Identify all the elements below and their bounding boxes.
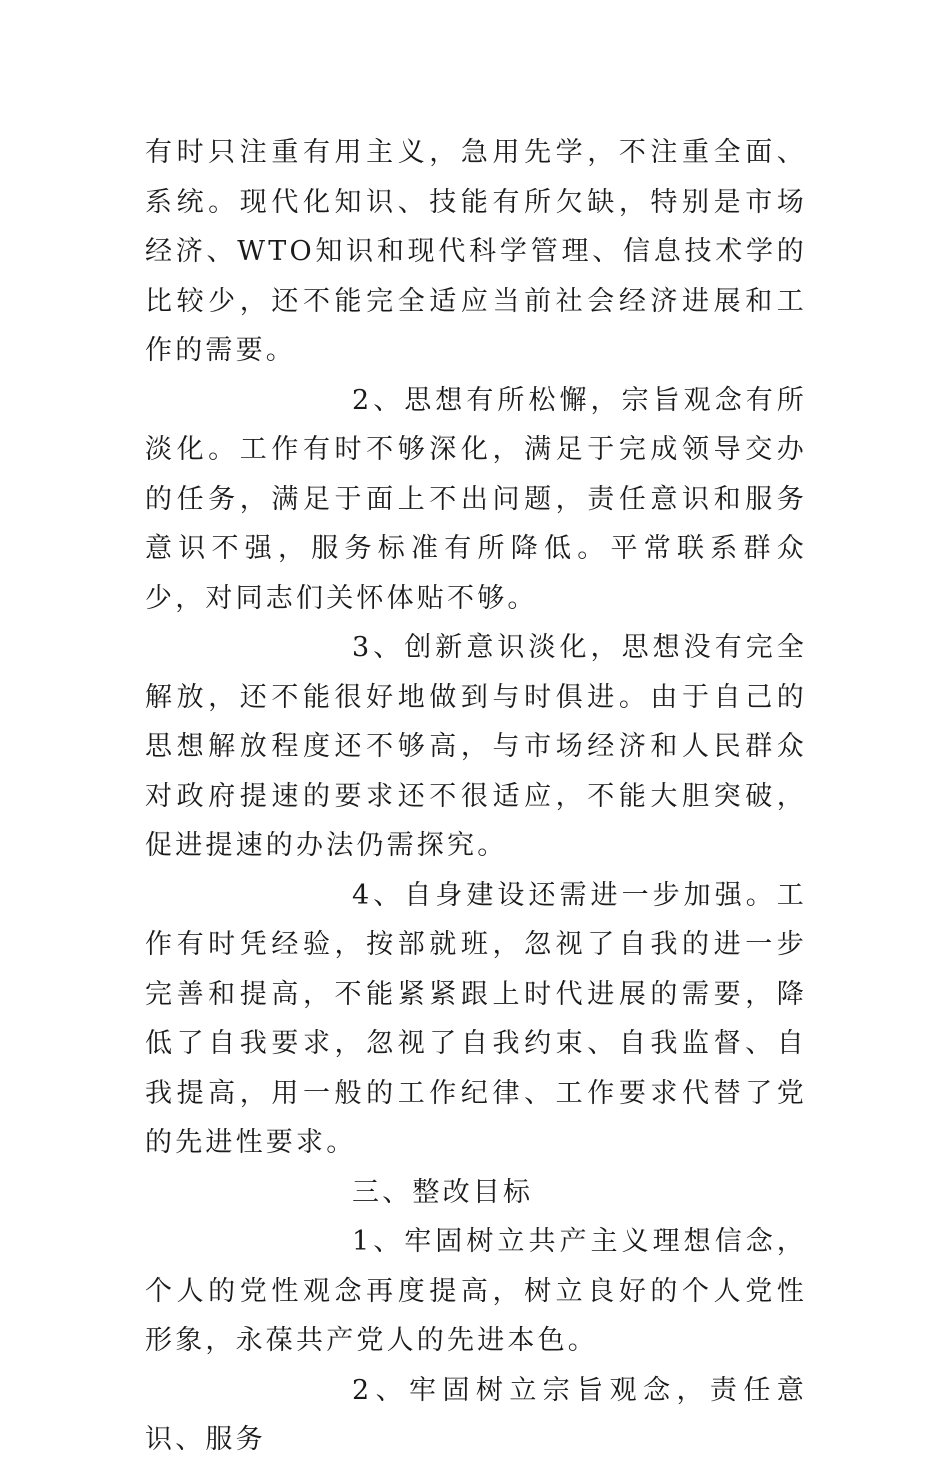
paragraph-continuation: 有时只注重有用主义，急用先学，不注重全面、系统。现代化知识、技能有所欠缺，特别是市场经济、WTO知识和现代科学管理、信息技术学的比较少，还不能完全适应当前社会经济进展和工作的需要。 [145,137,807,366]
paragraph-item-3: 3、创新意识淡化，思想没有完全解放，还不能很好地做到与时俱进。由于自己的思想解放程度还不够高，与市场经济和人民群众对政府提速的要求还不很适应，不能大胆突破，促进提速的办法仍需探究。 [145,632,807,861]
document-body [145,128,807,1465]
paragraph-goal-1: 1、牢固树立共产主义理想信念，个人的党性观念再度提高，树立良好的个人党性形象，永葆共产党人的先进本色。 [145,1226,807,1356]
paragraph-item-2: 2、思想有所松懈，宗旨观念有所淡化。工作有时不够深化，满足于完成领导交办的任务，满足于面上不出问题，责任意识和服务意识不强，服务标准有所降低。平常联系群众少，对同志们关怀体贴不够。 [145,384,807,614]
paragraph-goal-2: 2、牢固树立宗旨观念，责任意识、服务 [145,1374,807,1455]
paragraph-item-4: 4、自身建设还需进一步加强。工作有时凭经验，按部就班，忽视了自我的进一步完善和提高，不能紧紧跟上时代进展的需要，降低了自我要求，忽视了自我约束、自我监督、自我提高，用一般的工作纪律、工作要求代替了党的先进性要求。 [145,879,807,1158]
section-heading-rectification-goals: 三、整改目标 [352,1176,534,1208]
